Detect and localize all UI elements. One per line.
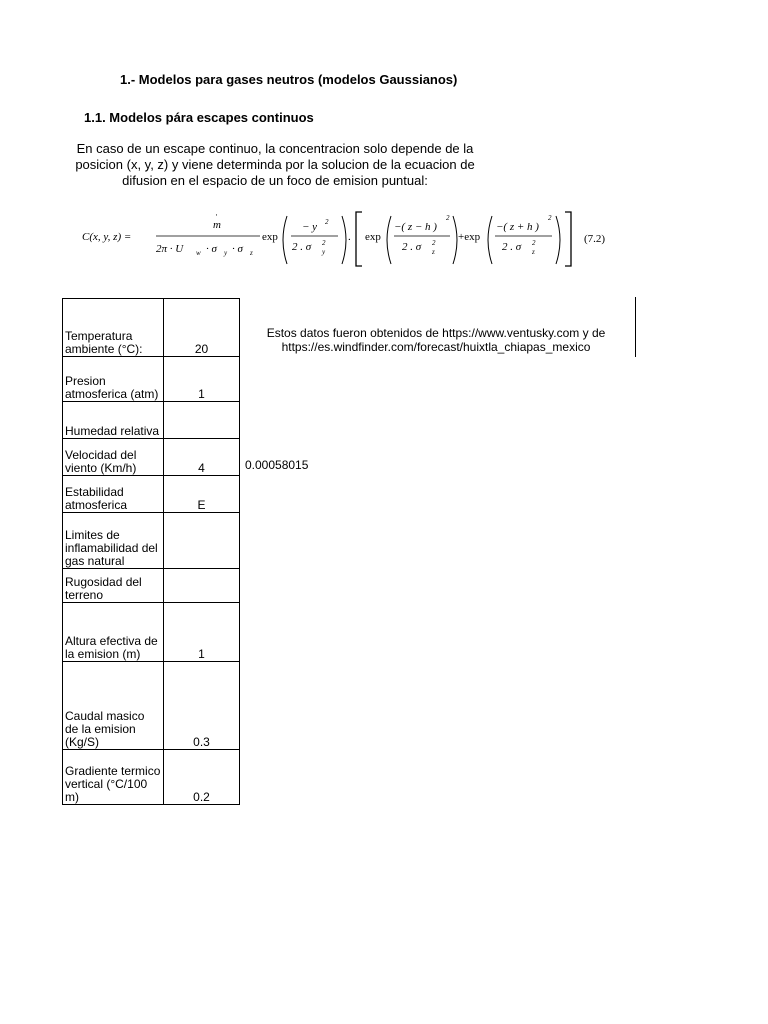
term1-den-sup: 2 [322, 239, 326, 247]
table-row [63, 402, 240, 439]
term2-denominator: 2 . σ [402, 241, 422, 253]
term3-denominator: 2 . σ [502, 241, 522, 253]
term1-denominator: 2 . σ [292, 241, 312, 253]
term2-numerator: −( z − h ) [394, 221, 437, 233]
table-row [63, 603, 240, 662]
param-label: Velocidad del viento (Km/h) [63, 439, 164, 476]
svg-text:·: · [215, 210, 218, 220]
param-value: 0.3 [164, 662, 240, 750]
param-label: Caudal masico de la emision (Kg/S) [63, 662, 164, 750]
param-value [164, 513, 240, 569]
table-row [63, 513, 240, 569]
sub-w: w [196, 249, 201, 257]
data-source-note: Estos datos fueron obtenidos de https://www.ventusky.com y de https://es.windfinder.com/forecast/huixtla_chiapas_mexico [266, 326, 606, 354]
term1-sup: 2 [325, 218, 329, 226]
sub-y: y [224, 249, 228, 257]
term3-den-sub: z [532, 248, 535, 256]
param-label: Temperatura ambiente (°C): [63, 299, 164, 357]
gaussian-formula [80, 204, 640, 268]
intro-line: difusion en el espacio de un foco de emision puntual: [122, 173, 428, 188]
param-value [164, 402, 240, 439]
table-row [63, 439, 240, 476]
param-value: 0.2 [164, 750, 240, 805]
formula-denominator: 2π · U [156, 243, 184, 255]
sub-z: z [250, 249, 253, 257]
sigma-z: · σ [232, 243, 243, 255]
formula-numerator: m [213, 219, 221, 231]
term2-den-sup: 2 [432, 239, 436, 247]
param-label: Humedad relativa [63, 402, 164, 439]
table-row [63, 569, 240, 603]
param-label: Limites de inflamabilidad del gas natural [63, 513, 164, 569]
plus-exp: +exp [458, 231, 481, 243]
param-value: 1 [164, 603, 240, 662]
param-value: 1 [164, 357, 240, 402]
equation-number: (7.2) [584, 233, 606, 245]
formula-lhs: C(x, y, z) = [82, 231, 132, 243]
exp-2: exp [365, 231, 381, 243]
param-label: Estabilidad atmosferica [63, 476, 164, 513]
param-label: Gradiente termico vertical (°C/100 m) [63, 750, 164, 805]
param-value: E [164, 476, 240, 513]
parameters-table [62, 298, 240, 805]
term2-den-sub: z [432, 248, 435, 256]
param-value [164, 569, 240, 603]
term2-sup: 2 [446, 214, 450, 222]
param-label: Rugosidad del terreno [63, 569, 164, 603]
table-row [63, 357, 240, 402]
param-value: 20 [164, 299, 240, 357]
cell-border-divider [635, 297, 636, 357]
term3-sup: 2 [548, 214, 552, 222]
table-row [63, 662, 240, 750]
computed-value: 0.00058015 [245, 458, 309, 472]
sigma-y: · σ [206, 243, 217, 255]
term3-den-sup: 2 [532, 239, 536, 247]
term1-den-sub: y [322, 248, 326, 256]
term1-numerator: − y [302, 221, 318, 233]
param-label: Altura efectiva de la emision (m) [63, 603, 164, 662]
table-row [63, 750, 240, 805]
param-label: Presion atmosferica (atm) [63, 357, 164, 402]
table-row [63, 476, 240, 513]
table-row [63, 299, 240, 357]
subsection-heading: 1.1. Modelos pára escapes continuos [84, 110, 314, 125]
intro-line: En caso de un escape continuo, la concentracion solo depende de la [76, 141, 474, 156]
intro-line: posicion (x, y, z) y viene determinda por la solucion de la ecuacion de [75, 157, 475, 172]
formula-graphic [80, 204, 640, 268]
exp-1: exp [262, 231, 278, 243]
intro-paragraph [70, 141, 480, 189]
param-value: 4 [164, 439, 240, 476]
svg-text:.: . [348, 231, 351, 243]
section-heading: 1.- Modelos para gases neutros (modelos Gaussianos) [120, 72, 458, 87]
term3-numerator: −( z + h ) [496, 221, 539, 233]
